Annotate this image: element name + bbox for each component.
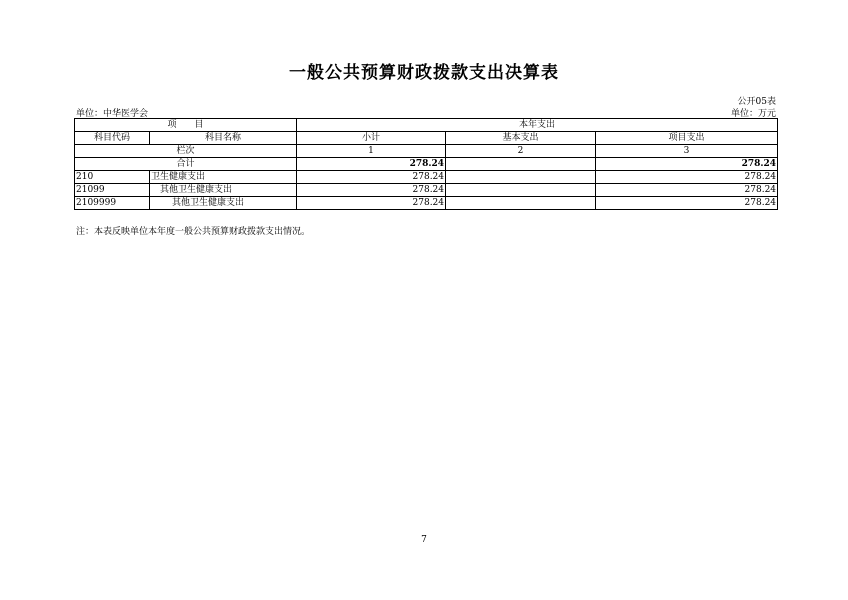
page-number: 7	[421, 535, 427, 545]
index-2: 2	[446, 145, 596, 158]
row-code: 21099	[75, 184, 150, 197]
index-row	[75, 145, 778, 158]
total-project: 278.24	[596, 158, 778, 171]
row-basic	[446, 197, 596, 210]
row-subtotal: 278.24	[297, 197, 446, 210]
header-project: 项目支出	[596, 132, 778, 145]
table-row	[75, 184, 778, 197]
row-name: 其他卫生健康支出	[150, 197, 297, 210]
index-label: 栏次	[75, 145, 297, 158]
currency-unit: 单位：万元	[730, 109, 776, 119]
table-row	[75, 171, 778, 184]
row-subtotal: 278.24	[297, 184, 446, 197]
row-basic	[446, 184, 596, 197]
form-number: 公开05表	[737, 97, 776, 107]
header-current-year: 本年支出	[297, 119, 778, 132]
page-title: 一般公共预算财政拨款支出决算表	[289, 63, 559, 83]
header-code: 科目代码	[75, 132, 150, 145]
total-label: 合计	[75, 158, 297, 171]
row-subtotal: 278.24	[297, 171, 446, 184]
header-subtotal: 小计	[297, 132, 446, 145]
row-code: 210	[75, 171, 150, 184]
index-1: 1	[297, 145, 446, 158]
header-item: 项 目	[75, 119, 297, 132]
total-basic	[446, 158, 596, 171]
row-project: 278.24	[596, 197, 778, 210]
total-subtotal: 278.24	[297, 158, 446, 171]
row-code: 2109999	[75, 197, 150, 210]
table-note: 注：本表反映单位本年度一般公共预算财政拨款支出情况。	[76, 227, 311, 237]
total-row	[75, 158, 778, 171]
row-name: 卫生健康支出	[150, 171, 297, 184]
row-name: 其他卫生健康支出	[150, 184, 297, 197]
header-name: 科目名称	[150, 132, 297, 145]
index-3: 3	[596, 145, 778, 158]
reporting-unit: 单位：中华医学会	[76, 109, 149, 119]
header-basic: 基本支出	[446, 132, 596, 145]
row-project: 278.24	[596, 184, 778, 197]
header-row-1	[75, 119, 778, 132]
row-basic	[446, 171, 596, 184]
row-project: 278.24	[596, 171, 778, 184]
table-row	[75, 197, 778, 210]
expenditure-table	[74, 118, 778, 210]
header-row-2	[75, 132, 778, 145]
